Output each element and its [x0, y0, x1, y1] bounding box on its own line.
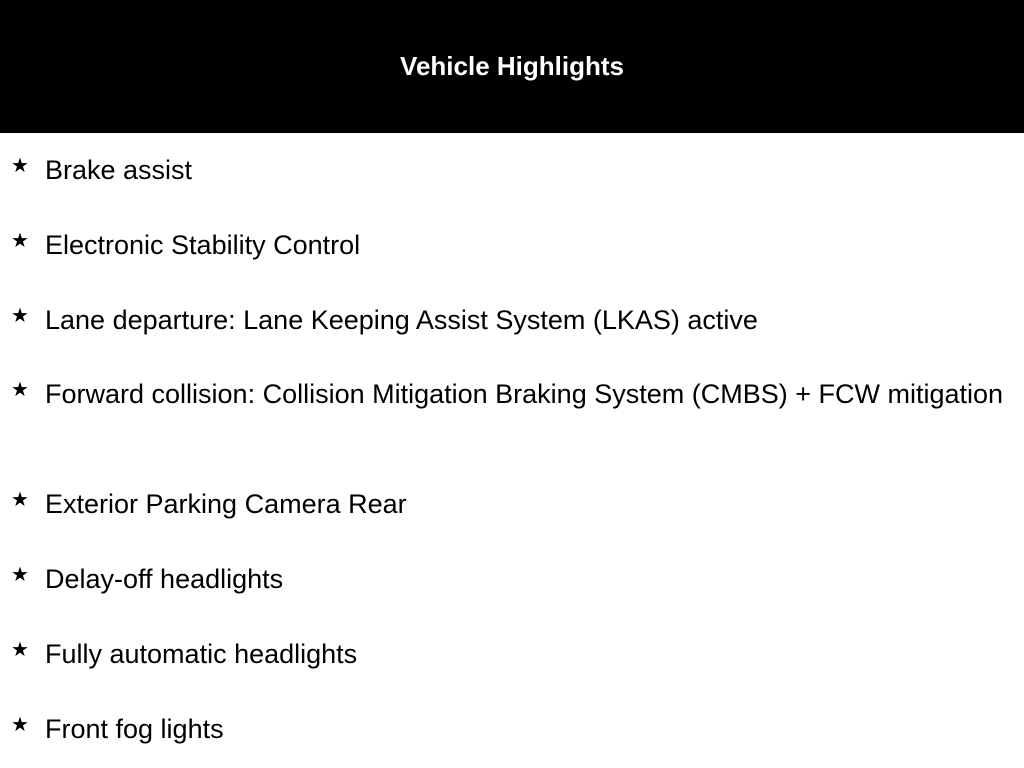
list-item-text: Fully automatic headlights [45, 639, 358, 669]
list-item-text: Brake assist [45, 155, 193, 185]
star-icon: ★ [11, 562, 29, 586]
star-icon: ★ [11, 228, 29, 252]
page-header [0, 0, 1024, 133]
list-item-text: Forward collision: Collision Mitigation Braking System (CMBS) + FCW mitigation [45, 379, 1004, 409]
list-item-text: Front fog lights [45, 714, 224, 744]
list-item-text: Exterior Parking Camera Rear [45, 489, 407, 519]
star-icon: ★ [11, 377, 29, 401]
page-title: Vehicle Highlights [400, 51, 624, 81]
star-icon: ★ [11, 487, 29, 511]
list-item-text: Electronic Stability Control [45, 230, 361, 260]
star-icon: ★ [11, 637, 29, 661]
star-icon: ★ [11, 153, 29, 177]
star-icon: ★ [11, 712, 29, 736]
star-icon: ★ [11, 303, 29, 327]
list-item-text: Lane departure: Lane Keeping Assist System (LKAS) active [45, 305, 758, 335]
list-item-text: Delay-off headlights [45, 564, 284, 594]
